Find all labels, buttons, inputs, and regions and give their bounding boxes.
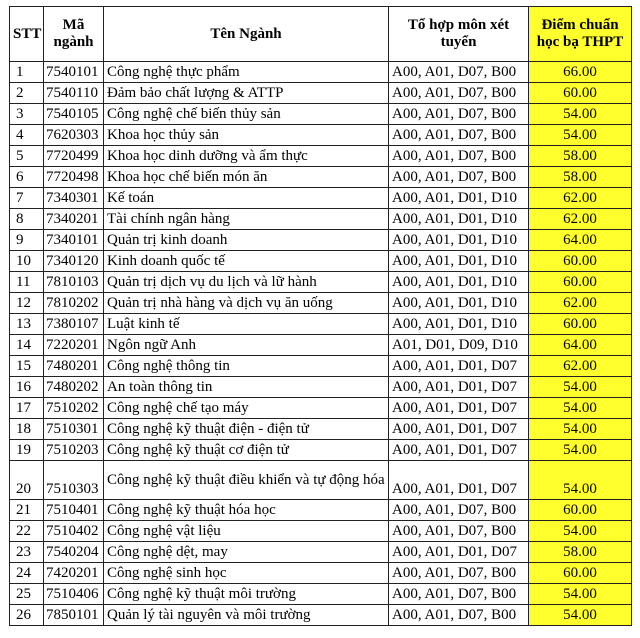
row-major-name: Khoa học thủy sản: [104, 125, 389, 146]
row-major-code: 7510301: [44, 419, 104, 440]
row-major-code: 7480202: [44, 377, 104, 398]
table-row: [10, 314, 632, 335]
table-row: [10, 584, 632, 605]
row-transcript-score: 60.00: [529, 272, 632, 293]
row-stt: 11: [10, 272, 44, 293]
row-major-name: Công nghệ dệt, may: [104, 542, 389, 563]
row-stt: 2: [10, 83, 44, 104]
row-major-code: 7340101: [44, 230, 104, 251]
row-major-name: Ngôn ngữ Anh: [104, 335, 389, 356]
table-row: [10, 542, 632, 563]
row-major-code: 7380107: [44, 314, 104, 335]
row-subject-combination: A00, A01, D01, D10: [389, 272, 529, 293]
row-major-code: 7340120: [44, 251, 104, 272]
row-transcript-score: 54.00: [529, 377, 632, 398]
row-major-name: Công nghệ thông tin: [104, 356, 389, 377]
table-row: [10, 605, 632, 626]
row-major-code: 7340201: [44, 209, 104, 230]
row-major-code: 7220201: [44, 335, 104, 356]
row-stt: 17: [10, 398, 44, 419]
header-stt: STT: [10, 7, 44, 62]
row-subject-combination: A00, A01, D07, B00: [389, 563, 529, 584]
table-row: [10, 377, 632, 398]
row-major-name: Kế toán: [104, 188, 389, 209]
row-transcript-score: 58.00: [529, 542, 632, 563]
row-subject-combination: A00, A01, D01, D10: [389, 293, 529, 314]
row-stt: 7: [10, 188, 44, 209]
row-transcript-score: 54.00: [529, 419, 632, 440]
row-stt: 6: [10, 167, 44, 188]
row-stt: 5: [10, 146, 44, 167]
row-subject-combination: A00, A01, D01, D07: [389, 440, 529, 461]
row-major-code: 7510303: [44, 461, 104, 500]
row-major-name: Công nghệ kỹ thuật môi trường: [104, 584, 389, 605]
table-row: [10, 209, 632, 230]
row-stt: 8: [10, 209, 44, 230]
row-subject-combination: A00, A01, D07, B00: [389, 125, 529, 146]
row-subject-combination: A00, A01, D07, B00: [389, 83, 529, 104]
table-row: [10, 461, 632, 500]
row-subject-combination: A00, A01, D07, B00: [389, 584, 529, 605]
row-subject-combination: A00, A01, D01, D10: [389, 230, 529, 251]
row-major-code: 7720498: [44, 167, 104, 188]
row-transcript-score: 58.00: [529, 167, 632, 188]
header-subject-combination: Tổ hợp môn xét tuyển: [389, 7, 529, 62]
row-transcript-score: 60.00: [529, 563, 632, 584]
row-major-name: An toàn thông tin: [104, 377, 389, 398]
admission-score-document: [9, 6, 631, 626]
table-row: [10, 146, 632, 167]
row-major-name: Đảm bảo chất lượng & ATTP: [104, 83, 389, 104]
row-transcript-score: 54.00: [529, 104, 632, 125]
row-major-name: Quản trị kinh doanh: [104, 230, 389, 251]
row-major-name: Quản trị nhà hàng và dịch vụ ăn uống: [104, 293, 389, 314]
row-subject-combination: A00, A01, D01, D07: [389, 356, 529, 377]
row-stt: 20: [10, 461, 44, 500]
row-subject-combination: A00, A01, D07, B00: [389, 146, 529, 167]
row-subject-combination: A00, A01, D01, D10: [389, 209, 529, 230]
header-major-name: Tên Ngành: [104, 7, 389, 62]
row-transcript-score: 54.00: [529, 398, 632, 419]
row-major-code: 7510401: [44, 500, 104, 521]
row-subject-combination: A00, A01, D07, B00: [389, 104, 529, 125]
row-major-code: 7510406: [44, 584, 104, 605]
row-stt: 21: [10, 500, 44, 521]
row-stt: 15: [10, 356, 44, 377]
row-stt: 19: [10, 440, 44, 461]
row-transcript-score: 64.00: [529, 335, 632, 356]
row-stt: 18: [10, 419, 44, 440]
row-major-code: 7810103: [44, 272, 104, 293]
row-transcript-score: 58.00: [529, 146, 632, 167]
row-subject-combination: A00, A01, D01, D07: [389, 377, 529, 398]
row-transcript-score: 54.00: [529, 584, 632, 605]
row-major-name: Công nghệ chế biến thủy sản: [104, 104, 389, 125]
table-row: [10, 62, 632, 83]
row-transcript-score: 54.00: [529, 440, 632, 461]
table-row: [10, 335, 632, 356]
row-transcript-score: 62.00: [529, 188, 632, 209]
row-transcript-score: 60.00: [529, 251, 632, 272]
row-major-name: Công nghệ kỹ thuật điều khiển và tự động hóa: [104, 461, 389, 500]
row-stt: 4: [10, 125, 44, 146]
table-row: [10, 83, 632, 104]
row-major-name: Công nghệ vật liệu: [104, 521, 389, 542]
row-major-name: Công nghệ kỹ thuật điện - điện tử: [104, 419, 389, 440]
row-subject-combination: A00, A01, D07, B00: [389, 521, 529, 542]
row-transcript-score: 64.00: [529, 230, 632, 251]
row-major-code: 7540110: [44, 83, 104, 104]
row-major-name: Công nghệ thực phẩm: [104, 62, 389, 83]
row-subject-combination: A00, A01, D01, D10: [389, 314, 529, 335]
table-row: [10, 125, 632, 146]
row-subject-combination: A00, A01, D01, D07: [389, 542, 529, 563]
row-transcript-score: 54.00: [529, 605, 632, 626]
row-major-code: 7540204: [44, 542, 104, 563]
row-major-name: Quản trị dịch vụ du lịch và lữ hành: [104, 272, 389, 293]
row-major-name: Tài chính ngân hàng: [104, 209, 389, 230]
table-row: [10, 500, 632, 521]
row-stt: 1: [10, 62, 44, 83]
row-transcript-score: 54.00: [529, 461, 632, 500]
row-transcript-score: 66.00: [529, 62, 632, 83]
row-stt: 9: [10, 230, 44, 251]
table-row: [10, 167, 632, 188]
row-subject-combination: A00, A01, D01, D07: [389, 419, 529, 440]
table-row: [10, 419, 632, 440]
row-stt: 24: [10, 563, 44, 584]
row-major-code: 7810202: [44, 293, 104, 314]
row-transcript-score: 54.00: [529, 521, 632, 542]
table-row: [10, 563, 632, 584]
row-transcript-score: 60.00: [529, 314, 632, 335]
row-stt: 26: [10, 605, 44, 626]
row-major-name: Công nghệ chế tạo máy: [104, 398, 389, 419]
row-major-code: 7620303: [44, 125, 104, 146]
table-row: [10, 188, 632, 209]
row-major-code: 7510202: [44, 398, 104, 419]
table-row: [10, 104, 632, 125]
table-row: [10, 272, 632, 293]
row-subject-combination: A00, A01, D07, B00: [389, 62, 529, 83]
row-major-name: Kinh doanh quốc tế: [104, 251, 389, 272]
header-major-code: Mã ngành: [44, 7, 104, 62]
table-row: [10, 521, 632, 542]
row-transcript-score: 62.00: [529, 209, 632, 230]
row-major-code: 7540101: [44, 62, 104, 83]
row-major-code: 7850101: [44, 605, 104, 626]
row-transcript-score: 62.00: [529, 293, 632, 314]
row-major-code: 7540105: [44, 104, 104, 125]
row-subject-combination: A00, A01, D07, B00: [389, 605, 529, 626]
row-stt: 3: [10, 104, 44, 125]
row-stt: 14: [10, 335, 44, 356]
row-major-code: 7720499: [44, 146, 104, 167]
row-major-code: 7510402: [44, 521, 104, 542]
row-stt: 23: [10, 542, 44, 563]
row-major-code: 7510203: [44, 440, 104, 461]
table-row: [10, 398, 632, 419]
table-row: [10, 230, 632, 251]
row-transcript-score: 60.00: [529, 500, 632, 521]
row-stt: 13: [10, 314, 44, 335]
row-stt: 10: [10, 251, 44, 272]
admission-score-table: [9, 6, 632, 626]
row-stt: 12: [10, 293, 44, 314]
row-major-code: 7420201: [44, 563, 104, 584]
row-subject-combination: A00, A01, D01, D07: [389, 398, 529, 419]
table-body: [10, 62, 632, 626]
table-row: [10, 251, 632, 272]
row-major-name: Khoa học chế biến món ăn: [104, 167, 389, 188]
table-row: [10, 440, 632, 461]
row-stt: 16: [10, 377, 44, 398]
row-subject-combination: A00, A01, D07, B00: [389, 167, 529, 188]
row-major-name: Khoa học dinh dưỡng và ẩm thực: [104, 146, 389, 167]
row-major-name: Công nghệ sinh học: [104, 563, 389, 584]
row-subject-combination: A00, A01, D01, D07: [389, 461, 529, 500]
row-subject-combination: A00, A01, D01, D10: [389, 251, 529, 272]
table-header-row: [10, 7, 632, 62]
row-subject-combination: A01, D01, D09, D10: [389, 335, 529, 356]
row-major-code: 7340301: [44, 188, 104, 209]
row-major-name: Công nghệ kỹ thuật cơ điện tử: [104, 440, 389, 461]
row-major-name: Quản lý tài nguyên và môi trường: [104, 605, 389, 626]
row-stt: 22: [10, 521, 44, 542]
row-major-name: Luật kinh tế: [104, 314, 389, 335]
header-transcript-score: Điểm chuẩn học bạ THPT: [529, 7, 632, 62]
row-major-code: 7480201: [44, 356, 104, 377]
row-subject-combination: A00, A01, D07, B00: [389, 500, 529, 521]
table-row: [10, 356, 632, 377]
row-subject-combination: A00, A01, D01, D10: [389, 188, 529, 209]
row-stt: 25: [10, 584, 44, 605]
row-transcript-score: 62.00: [529, 356, 632, 377]
table-row: [10, 293, 632, 314]
row-transcript-score: 54.00: [529, 125, 632, 146]
row-transcript-score: 60.00: [529, 83, 632, 104]
row-major-name: Công nghệ kỹ thuật hóa học: [104, 500, 389, 521]
